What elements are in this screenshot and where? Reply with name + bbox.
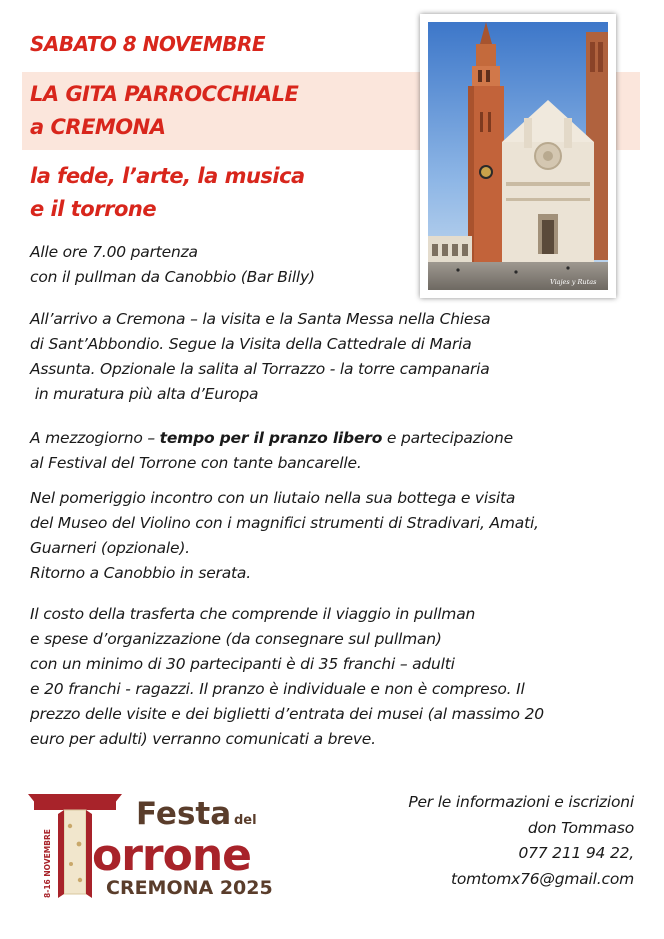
paragraph-afternoon — [30, 486, 539, 586]
text-line: e 20 franchi - ragazzi. Il pranzo è individuale e non è compreso. Il — [30, 680, 525, 698]
logo-orrone: orrone — [92, 830, 252, 881]
contact-info — [408, 790, 634, 892]
title-line-1: LA GITA PARROCCHIALE — [30, 82, 299, 106]
subtitle-line-2: e il torrone — [30, 197, 157, 221]
text-line: in muratura più alta d’Europa — [30, 385, 259, 403]
text-line: del Museo del Violino con i magnifici strumenti di Stradivari, Amati, — [30, 514, 539, 532]
logo-cremona: CREMONA 2025 — [106, 877, 273, 899]
contact-name: don Tommaso — [527, 818, 634, 837]
event-title — [30, 78, 298, 144]
contact-email[interactable]: tomtomx76@gmail.com — [451, 869, 634, 888]
text-line: prezzo delle visite e dei biglietti d’entrata dei musei (al massimo 20 — [30, 705, 544, 723]
festival-dates: 8-16 NOVEMBRE — [43, 829, 52, 898]
subtitle-line-1: la fede, l’arte, la musica — [30, 164, 305, 188]
contact-phone[interactable]: 077 211 94 22, — [518, 844, 634, 862]
text-line: con il pullman da Canobbio (Bar Billy) — [30, 268, 315, 286]
paragraph-arrival — [30, 307, 490, 407]
text-line: Alle ore 7.00 partenza — [30, 243, 198, 261]
text-line: con un minimo di 30 partecipanti è di 35 franchi – adulti — [30, 655, 455, 673]
paragraph-departure — [30, 240, 315, 290]
title-line-2: a CREMONA — [30, 115, 166, 139]
text-line: di Sant’Abbondio. Segue la Visita della Cattedrale di Maria — [30, 335, 472, 353]
text-line: Guarneri (opzionale). — [30, 539, 190, 557]
text-line: Assunta. Opzionale la salita al Torrazzo - la torre campanaria — [30, 360, 490, 378]
contact-intro: Per le informazioni e iscrizioni — [408, 793, 634, 811]
text-line: al Festival del Torrone con tante bancarelle. — [30, 454, 362, 472]
logo-del: del — [234, 813, 257, 828]
text-line: euro per adulti) verranno comunicati a breve. — [30, 730, 376, 748]
cremona-cathedral-photo — [420, 14, 616, 298]
text-line — [30, 426, 513, 451]
text-line: Il costo della trasferta che comprende il viaggio in pullman — [30, 605, 476, 623]
cathedral-illustration — [428, 22, 608, 290]
text-line: e spese d’organizzazione (da consegnare sul pullman) — [30, 630, 442, 648]
logo-festa: Festa — [136, 796, 232, 832]
festa-del-torrone-logo — [24, 786, 314, 906]
paragraph-cost — [30, 602, 544, 752]
highlight-free-lunch: tempo per il pranzo libero — [159, 429, 383, 447]
text-line: All’arrivo a Cremona – la visita e la Santa Messa nella Chiesa — [30, 310, 491, 328]
photo-caption: Viajes y Rutas — [550, 278, 597, 286]
paragraph-lunch — [30, 426, 513, 476]
event-subtitle — [30, 160, 305, 226]
text-segment: A mezzogiorno – — [30, 429, 160, 447]
event-date: SABATO 8 NOVEMBRE — [30, 32, 266, 56]
text-line: Nel pomeriggio incontro con un liutaio nella sua bottega e visita — [30, 489, 516, 507]
torrone-logo-graphic — [24, 786, 314, 906]
text-segment: e partecipazione — [382, 429, 513, 447]
text-line: Ritorno a Canobbio in serata. — [30, 564, 251, 582]
